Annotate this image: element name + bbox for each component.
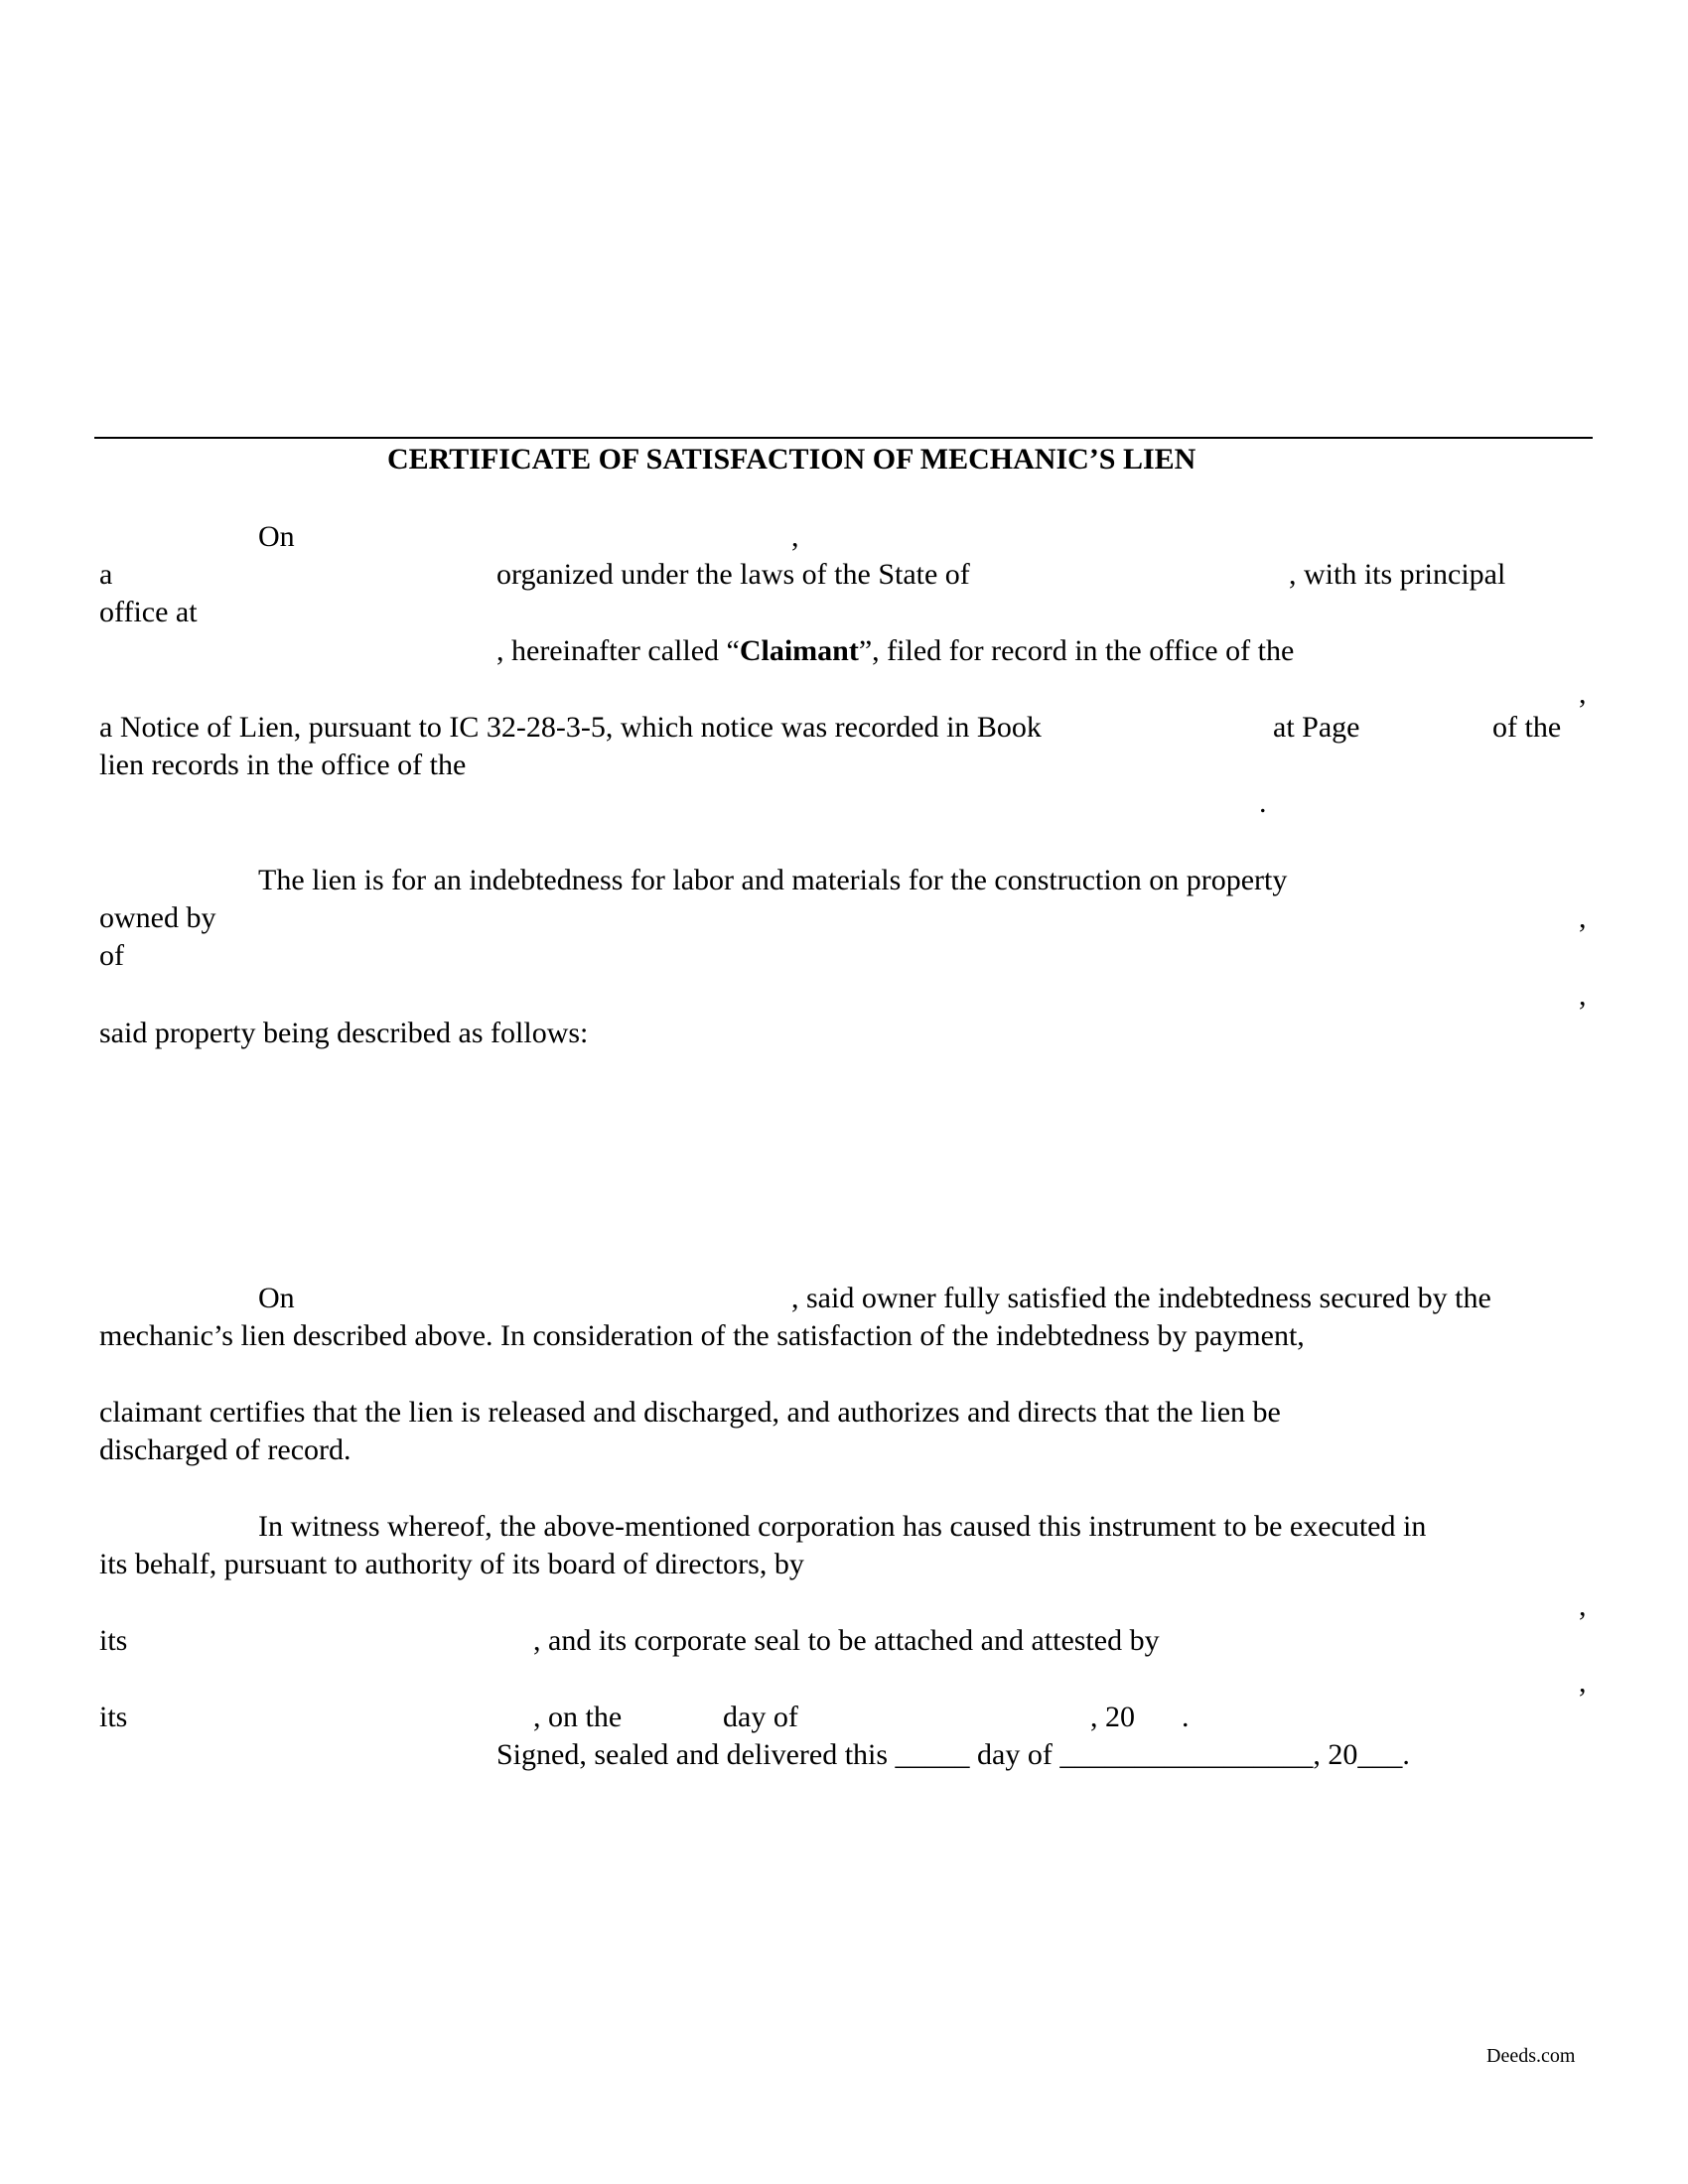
p2-lien-for: The lien is for an indebtedness for labor and materials for the construction on property (258, 864, 1288, 896)
p4-comma: , (1579, 1589, 1587, 1622)
p1-period: . (1259, 786, 1267, 819)
p1-comma-2: , (1579, 677, 1587, 710)
claimant-term: Claimant (739, 634, 859, 667)
document-title: CERTIFICATE OF SATISFACTION OF MECHANIC’S LIEN (387, 443, 1196, 476)
p4-signed: Signed, sealed and delivered this _____ day of _________________, 20___. (496, 1738, 1410, 1771)
footer-brand: Deeds.com (1486, 2045, 1576, 2067)
header-rule (94, 437, 1593, 439)
p1-office-at: office at (99, 596, 198, 628)
p4-twenty: , 20 (1090, 1701, 1135, 1733)
p4-day-of: day of (723, 1701, 798, 1733)
p1-on: On (258, 520, 295, 553)
p4-its-2: its (99, 1701, 128, 1733)
p1-organized: organized under the laws of the State of (496, 558, 970, 591)
p1-at-page: at Page (1273, 711, 1360, 744)
p4-witness: In witness whereof, the above-mentioned corporation has caused this instrument to be executed in (258, 1510, 1427, 1543)
p4-comma-2: , (1579, 1666, 1587, 1699)
p4-its-1: its (99, 1624, 128, 1657)
p4-seal: , and its corporate seal to be attached and attested by (533, 1624, 1160, 1657)
p1-comma: , (791, 520, 799, 553)
p1-notice: a Notice of Lien, pursuant to IC 32-28-3-5, which notice was recorded in Book (99, 711, 1042, 744)
p1-a: a (99, 558, 113, 591)
p4-behalf: its behalf, pursuant to authority of its board of directors, by (99, 1548, 804, 1580)
p3-certifies: claimant certifies that the lien is released and discharged, and authorizes and directs that the lien be (99, 1396, 1281, 1429)
p2-comma: , (1579, 901, 1587, 934)
p4-on-the: , on the (533, 1701, 623, 1733)
p2-comma-2: , (1579, 979, 1587, 1012)
p3-satisfied: , said owner fully satisfied the indebtedness secured by the (791, 1282, 1491, 1314)
p3-on: On (258, 1282, 295, 1314)
p3-discharged: discharged of record. (99, 1433, 352, 1466)
p1-lien-records: lien records in the office of the (99, 749, 467, 781)
p1-hereinafter: , hereinafter called “Claimant”, filed for record in the office of the (496, 634, 1295, 667)
p3-mechanics: mechanic’s lien described above. In consideration of the satisfaction of the indebtedness by payment, (99, 1319, 1305, 1352)
p4-period: . (1182, 1701, 1190, 1733)
p1-of-the: of the (1492, 711, 1562, 744)
p2-owned-by: owned by (99, 901, 216, 934)
p2-described: said property being described as follows: (99, 1017, 589, 1049)
p1-principal: , with its principal (1289, 558, 1506, 591)
p2-of: of (99, 939, 124, 972)
